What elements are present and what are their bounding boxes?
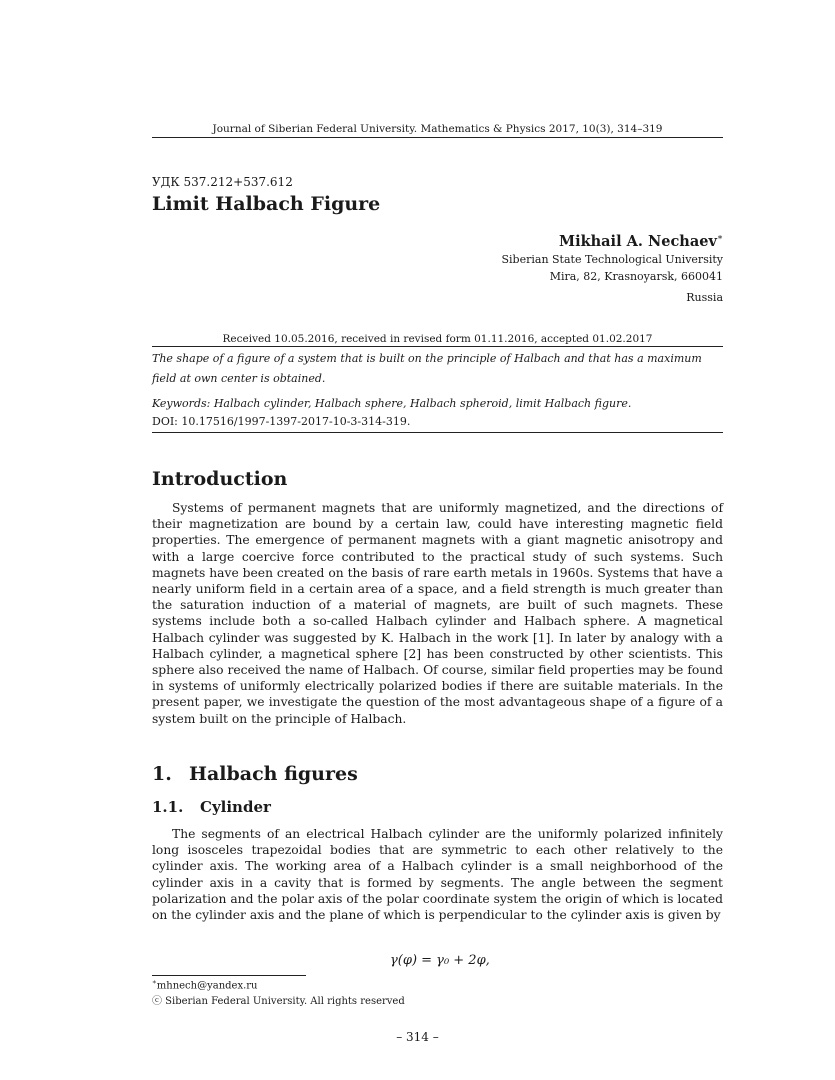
page-number: – 314 – — [396, 1030, 439, 1044]
affiliation-line-2: Mira, 82, Krasnoyarsk, 660041 — [549, 270, 723, 283]
footnote-email — [152, 978, 258, 991]
section-1-heading — [152, 763, 358, 785]
running-head: Journal of Siberian Federal University. Mathematics & Physics 2017, 10(3), 314–319 — [212, 123, 663, 135]
intro-heading: Introduction — [152, 468, 288, 490]
udk-code: УДК 537.212+537.612 — [152, 175, 293, 189]
email-text: mhnech@yandex.ru — [156, 980, 258, 992]
affiliation-line-3: Russia — [686, 291, 723, 304]
header-rule — [152, 137, 723, 138]
affiliation-line-1: Siberian State Technological University — [501, 253, 723, 266]
email-footnote-mark: ∗ — [152, 978, 157, 986]
received-dates: Received 10.05.2016, received in revised form 01.11.2016, accepted 01.02.2017 — [222, 333, 653, 345]
subsection-1-1-title: Cylinder — [200, 798, 271, 816]
doi: DOI: 10.17516/1997-1397-2017-10-3-314-319. — [152, 415, 411, 428]
article-title: Limit Halbach Figure — [152, 193, 381, 215]
subsection-1-1-number: 1.1. — [152, 798, 184, 816]
abstract: The shape of a figure of a system that is built on the principle of Halbach and that has a maximum field at own center is obtained. — [152, 352, 702, 385]
abstract-bottom-rule — [152, 432, 723, 433]
section-1-number: 1. — [152, 763, 172, 785]
author-name-text: Mikhail A. Nechaev — [559, 233, 717, 250]
section-1-title: Halbach figures — [189, 763, 358, 785]
footnote-rule — [152, 975, 306, 976]
copyright-notice: ⓒ Siberian Federal University. All rights reserved — [152, 996, 405, 1007]
intro-paragraph: Systems of permanent magnets that are uniformly magnetized, and the directions of their magnetization are bound by a certain law, could have interesting magnetic field properties. The emergence of permanent magnets with a giant magnetic anisotropy and with a large coercive force contributed to the practical study of such systems. Such magnets have been created on the basis of rare earth metals in 1960s. Systems that have a nearly uniform field in a certain area of a space, and a field strength is much greater than the saturation induction of a material of magnets, are built of such magnets. These systems include both a so-called Halbach cylinder and Halbach sphere. A magnetical Halbach cylinder was suggested by K. Halbach in the work [1]. In later by analogy with a Halbach cylinder, a magnetical sphere [2] has been constructed by other scientists. This sphere also received the name of Halbach. Of course, similar field properties may be found in systems of uniformly electrically polarized bodies if there are suitable materials. In the present paper, we investigate the question of the most advantageous shape of a figure of a system built on the principle of Halbach. — [152, 501, 723, 726]
gamma-formula: γ(φ) = γ₀ + 2φ, — [390, 953, 490, 968]
keywords: Keywords: Halbach cylinder, Halbach sphere, Halbach spheroid, limit Halbach figure. — [152, 397, 632, 410]
subsection-1-1-heading — [152, 798, 271, 816]
author-footnote-mark: ∗ — [716, 233, 723, 244]
author-name — [559, 233, 723, 250]
cylinder-paragraph: The segments of an electrical Halbach cylinder are the uniformly polarized infinitely long isosceles trapezoidal bodies that are symmetric to each other relatively to the cylinder axis. The working area of a Halbach cylinder is a small neighborhood of the cylinder axis in a cavity that is formed by segments. The angle between the segment polarization and the polar axis of the polar coordinate system the origin of which is located on the cylinder axis and the plane of which is perpendicular to the cylinder axis is given by — [152, 827, 723, 923]
abstract-top-rule — [152, 346, 723, 347]
